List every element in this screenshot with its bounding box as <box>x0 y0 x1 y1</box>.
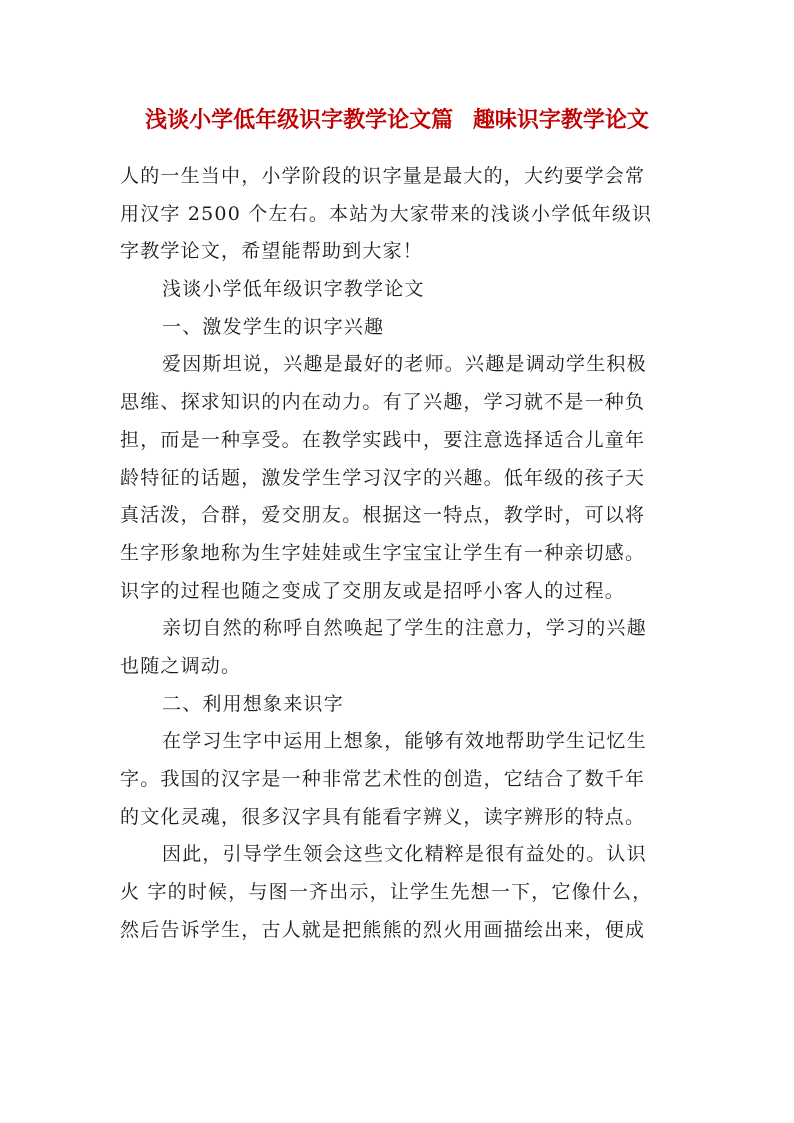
title-sub: 趣味识字教学论文 <box>472 107 649 133</box>
text-line: 思维、探求知识的内在动力。有了兴趣，学习就不是一种负 <box>120 391 646 414</box>
text-line: 人的一生当中，小学阶段的识字量是最大的，大约要学会常 <box>120 165 646 187</box>
text-line: 然后告诉学生，古人就是把熊熊的烈火用画描绘出来，便成 <box>120 918 646 941</box>
text-line: 火 字的时候，与图一齐出示，让学生先想一下，它像什么， <box>120 881 653 904</box>
text-line: 爱因斯坦说，兴趣是最好的老师。兴趣是调动学生积极 <box>162 353 647 376</box>
text-line: 浅谈小学低年级识字教学论文 <box>162 278 425 301</box>
text-line: 字教学论文，希望能帮助到大家！ <box>120 240 424 263</box>
text-line: 也随之调动。 <box>120 654 242 677</box>
text-line: 担，而是一种享受。在教学实践中，要注意选择适合儿童年 <box>120 428 646 451</box>
page-title <box>0 104 794 136</box>
text-line: 识字的过程也随之变成了交朋友或是招呼小客人的过程。 <box>120 579 626 602</box>
text-line: 二、利用想象来识字 <box>162 692 344 715</box>
title-main: 浅谈小学低年级识字教学论文篇 <box>145 107 454 133</box>
text-line: 一、激发学生的识字兴趣 <box>162 315 385 338</box>
text-line: 龄特征的话题，激发学生学习汉字的兴趣。低年级的孩子天 <box>120 466 646 489</box>
article-body <box>120 158 680 949</box>
text-line: 生字形象地称为生字娃娃或生字宝宝让学生有一种亲切感。 <box>120 541 646 564</box>
text-line: 的文化灵魂，很多汉字具有能看字辨义，读字辨形的特点。 <box>120 805 646 828</box>
text-line: 用汉字 2500 个左右。本站为大家带来的浅谈小学低年级识 <box>120 202 653 225</box>
text-line: 在学习生字中运用上想象，能够有效地帮助学生记忆生 <box>162 730 647 753</box>
text-line: 亲切自然的称呼自然唤起了学生的注意力，学习的兴趣 <box>162 617 647 640</box>
text-line: 因此，引导学生领会这些文化精粹是很有益处的。认识 <box>162 843 647 866</box>
text-line: 字。我国的汉字是一种非常艺术性的创造，它结合了数千年 <box>120 768 646 790</box>
text-line: 真活泼，合群，爱交朋友。根据这一特点，教学时，可以将 <box>120 504 646 527</box>
